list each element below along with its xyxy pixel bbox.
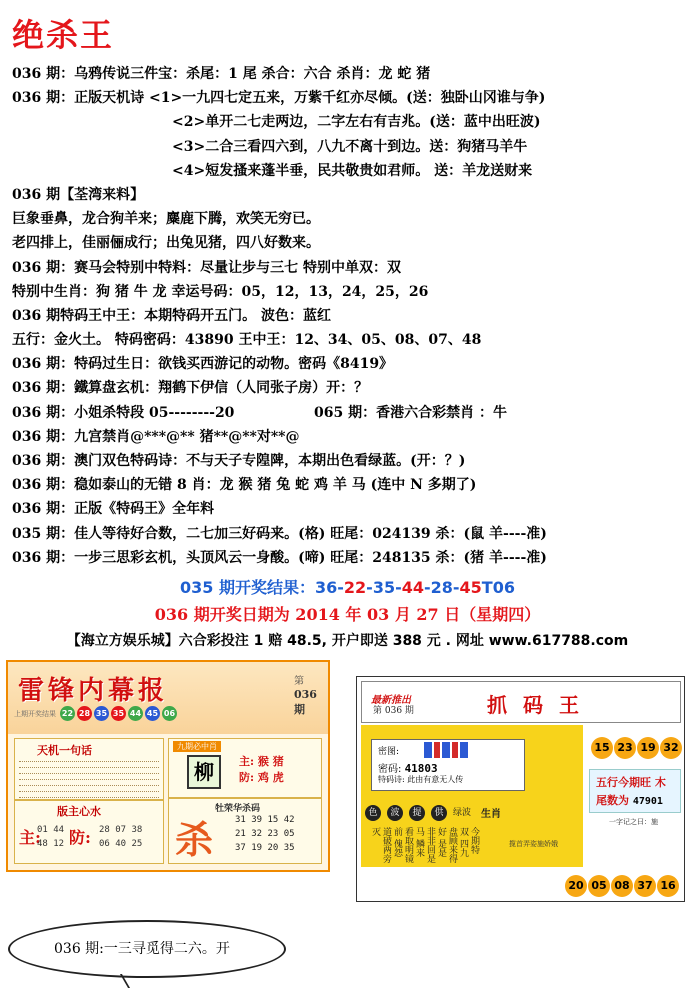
newspaper-header <box>8 662 328 734</box>
result-separator: - <box>395 578 402 597</box>
jiuqi-fang: 防: 鸡 虎 <box>239 771 284 784</box>
forecast-line <box>12 280 687 304</box>
newspaper-issue-suffix: 期 <box>294 703 305 716</box>
result-number: 44 <box>401 578 424 597</box>
result-separator: - <box>337 578 344 597</box>
poster-code-box <box>371 739 525 791</box>
poster-ball: 19 <box>637 737 659 759</box>
forecast-line-continuation: <3>二合三看四六到，八九不离十到边。送：狗猪马羊牛 <box>172 138 528 155</box>
prev-ball: 45 <box>145 706 160 721</box>
special-poem: 特码诗: 此由有意无人传 <box>378 775 464 784</box>
poster-top-balls <box>591 737 682 759</box>
result-number: 35 <box>372 578 396 597</box>
forecast-line <box>12 256 687 280</box>
muronghua-row: 21 32 23 05 <box>235 829 295 839</box>
forecast-line <box>12 497 687 521</box>
forecast-line <box>12 183 687 207</box>
muronghua-row: 31 39 15 42 <box>235 815 295 825</box>
code-grid-icon <box>424 742 468 758</box>
result-special-number: T06 <box>481 578 515 597</box>
poster-ball: 37 <box>634 875 656 897</box>
forecast-line-text: 036 期特码王中王：本期特码开五门。 波色：蓝红 <box>12 307 331 324</box>
forecast-line <box>12 449 687 473</box>
forecast-line-text: 036 期：一步三思彩玄机，头顶风云一身酸。(啼) 旺尾：248135 杀：(猪 羊----准) <box>12 549 547 566</box>
forecast-line <box>12 401 687 425</box>
result-number: 28 <box>430 578 453 597</box>
forecast-line <box>12 231 687 255</box>
poster-tab: 提 <box>409 805 425 821</box>
result-number: 36 <box>315 578 338 597</box>
banzhu-row: 01 44 <box>37 825 65 835</box>
tianji-box <box>14 738 164 800</box>
newspaper-masthead: 雷锋内幕报 <box>18 676 169 706</box>
forecast-line-text: 036 期【荃湾来料】 <box>12 186 145 203</box>
forecast-line-text: 036 期：乌鸦传说三件宝：杀尾：1 尾 杀合：六合 杀肖：龙 蛇 猪 <box>12 66 431 82</box>
banzhu-fang-label: 防: <box>69 828 91 847</box>
banzhu-row: 06 40 25 <box>99 839 143 849</box>
poster-ball: 20 <box>565 875 587 897</box>
forecast-line <box>12 425 687 449</box>
newspaper-prev-balls <box>60 706 177 721</box>
tianji-title: 天机一句话 <box>37 744 92 757</box>
forecast-line <box>12 304 687 328</box>
forecast-line-text: 036 期：澳门双色特码诗：不与天子专隍陴，本期出色看绿蓝。(开：？) <box>12 453 466 469</box>
forecast-line-text: 特别中生肖：狗 猪 牛 龙 幸运号码：05，12，13，24，25，26 <box>12 283 429 300</box>
forecast-line-text: 036 期：特码过生日：欲钱买西游记的动物。密码《8419》 <box>12 356 394 373</box>
poster-tab: 波 <box>387 805 403 821</box>
prev-ball: 35 <box>94 706 109 721</box>
result-label: 035 期开奖结果： <box>180 578 315 597</box>
poster-password <box>378 760 438 775</box>
forecast-line-continuation: <2>单开二七走两边，二字左右有吉兆。(送：蓝中出旺波) <box>172 114 541 131</box>
poster-ball: 23 <box>614 737 636 759</box>
result-separator: - <box>452 578 460 597</box>
result-number: 45 <box>459 578 482 597</box>
wuxing-box <box>589 769 681 813</box>
forecast-line <box>12 86 687 110</box>
prev-ball: 28 <box>77 706 92 721</box>
forecast-line-right: 065 期：香港六合彩禁肖 ：牛 <box>314 404 507 421</box>
forecast-line <box>12 135 687 159</box>
forecast-line <box>12 328 687 352</box>
previous-draw-result <box>0 575 695 598</box>
jiuqi-zhu: 主: 猴 猪 <box>239 755 284 768</box>
result-numbers <box>315 578 515 597</box>
prev-ball: 06 <box>162 706 177 721</box>
banzhu-row: 48 12 <box>37 839 65 849</box>
forecast-line <box>12 62 687 86</box>
jiuqi-box <box>168 738 322 798</box>
poster-tab-suffix: 绿波 <box>453 808 472 818</box>
newspaper-issue-value: 036 <box>294 688 317 701</box>
result-separator: - <box>366 578 373 597</box>
wuxing-line <box>596 774 666 790</box>
poster-tab: 供 <box>431 805 447 821</box>
wuxing-value: 木 <box>654 776 666 789</box>
forecast-line-continuation: <4>短发搔来蓬半垂，民共敬贵如君师。 送：羊龙送财来 <box>172 162 533 179</box>
forecast-line-text: 035 期：佳人等待好合数，二七加三好码来。(格) 旺尾：024139 杀：(鼠 羊----准) <box>12 525 547 542</box>
bubble-text: 036 期:一三寻觅得二六。开 <box>54 941 230 957</box>
prev-ball: 44 <box>128 706 143 721</box>
tianji-lines <box>19 757 159 799</box>
poster-bottom-balls <box>565 875 679 897</box>
banzhu-title: 版主心水 <box>57 805 101 818</box>
newspaper-issue-label: 第 <box>294 676 304 687</box>
forecast-line <box>12 473 687 497</box>
forecast-line-text: 036 期：正版天机诗 <1>一九四七定五来，万紫千红亦尽倾。(送：独卧山冈谁与争) <box>12 90 546 107</box>
forecast-line-text: 036 期：九宫禁肖@***@** 猪**@**对**@ <box>12 428 300 445</box>
muronghua-row: 37 19 20 35 <box>235 843 295 853</box>
forecast-line <box>12 159 687 183</box>
tail-line <box>596 792 663 808</box>
forecast-line-text: 五行：金火土。 特码密码：43890 王中王：12、34、05、08、07、48 <box>12 332 482 349</box>
jiuqi-glyph: 柳 <box>187 755 221 789</box>
banzhu-zhu-label: 主: <box>19 828 41 847</box>
zhuama-poster <box>356 676 685 902</box>
poster-issue: 第 036 期 <box>373 706 414 716</box>
page-title: 绝杀王 <box>12 16 115 54</box>
sha-glyph: 杀 <box>175 817 214 862</box>
forecast-line-text: 老四排上，佳丽俪成行；出兔见猪，四八好数来。 <box>12 235 320 252</box>
casino-ad[interactable]: 【海立方娱乐城】六合彩投注 1 赔 48.5, 开户即送 388 元 . 网址 www.617788.com <box>66 633 629 649</box>
poster-pic-caption: 揽首弄姿施娇娥 <box>509 840 558 848</box>
muronghua-title: 牡荣华杀码 <box>215 804 261 814</box>
muronghua-box <box>168 798 322 864</box>
forecast-line <box>12 207 687 231</box>
forecast-line-text: 036 期：鐵算盘玄机：翔鹤下伊信（人同张子房）开：？ <box>12 380 369 397</box>
forecast-line-text: 036 期：稳如泰山的无错 8 肖：龙 猴 猪 兔 蛇 鸡 羊 马 (连中 N 多期了) <box>12 477 477 494</box>
draw-date: 036 期开奖日期为 2014 年 03 月 27 日（星期四） <box>154 605 541 624</box>
prev-ball: 22 <box>60 706 75 721</box>
poster-memo: 一字记之曰：施 <box>609 818 658 826</box>
poster-title: 抓码王 <box>487 693 595 717</box>
forecast-line <box>12 546 687 570</box>
forecast-line <box>12 376 687 400</box>
prev-ball: 35 <box>111 706 126 721</box>
poster-color-tabs <box>365 805 471 821</box>
newspaper-issue-number <box>294 688 317 717</box>
banzhu-box <box>14 800 164 864</box>
password-value: 41803 <box>404 762 438 775</box>
poster-new-tag: 最新推出 <box>371 695 411 706</box>
code-label: 密图: <box>378 747 400 757</box>
poster-shengxiao: 生肖 <box>481 809 501 820</box>
poster-ball: 08 <box>611 875 633 897</box>
tail-value: 47901 <box>632 796 663 807</box>
tail-label: 尾数为 <box>596 794 629 807</box>
wuxing-label: 五行今期旺 <box>596 776 651 789</box>
newspaper-image <box>6 660 330 872</box>
speech-bubble <box>8 920 286 978</box>
poster-verse: 今期特 双 四九盘顾来得好 是是非非回是马 鳞来看取明镜前 傀怨道破两旁灭 <box>370 827 479 863</box>
forecast-line <box>12 110 687 134</box>
poster-tab: 色 <box>365 805 381 821</box>
forecast-line-text: 036 期：赛马会特别中特料：尽量让步与三七 特别中单双：双 <box>12 259 401 276</box>
poster-ball: 32 <box>660 737 682 759</box>
poster-ball: 15 <box>591 737 613 759</box>
poster-ball: 16 <box>657 875 679 897</box>
forecast-line <box>12 522 687 546</box>
forecast-line-text: 巨象垂鼻，龙合狗羊来；麋鹿下腾，欢笑无穷已。 <box>12 211 320 228</box>
banzhu-row: 28 07 38 <box>99 825 143 835</box>
newspaper-prev-label: 上期开奖结果 <box>14 710 56 718</box>
result-separator: - <box>423 578 431 597</box>
result-number: 22 <box>343 578 367 597</box>
password-label: 密码: <box>378 764 402 775</box>
forecast-line <box>12 352 687 376</box>
poster-ball: 05 <box>588 875 610 897</box>
jiuqi-tag: 九期必中肖 <box>173 741 221 752</box>
forecast-line-text: 036 期：正版《特码王》全年料 <box>12 501 215 518</box>
forecast-lines <box>12 62 687 570</box>
forecast-line-text: 036 期：小姐杀特段 05--------20 <box>12 404 235 421</box>
